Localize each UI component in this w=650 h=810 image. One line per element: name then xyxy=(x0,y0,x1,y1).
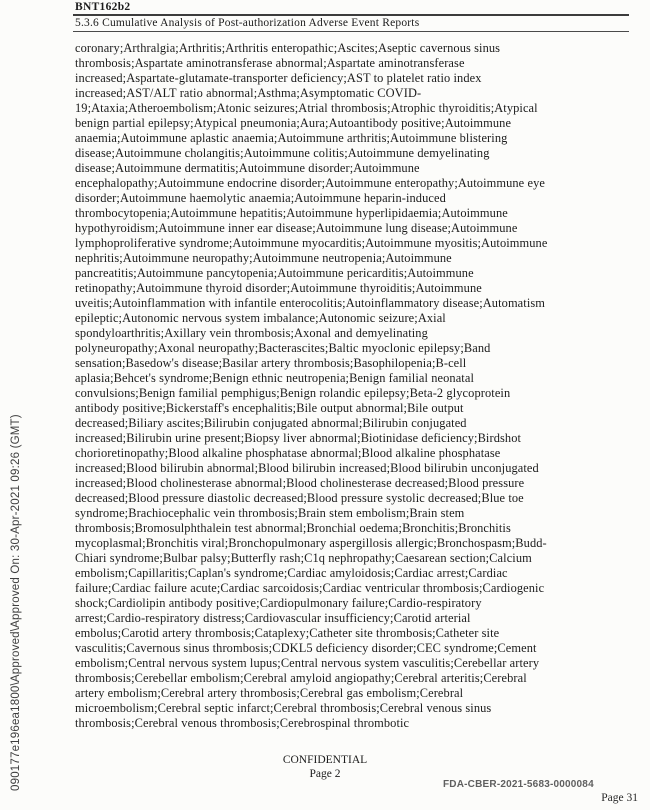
body-line: artery embolism;Cerebral artery thrombosis;Cerebral gas embolism;Cerebral xyxy=(75,686,464,700)
body-line: disease;Autoimmune cholangitis;Autoimmune colitis;Autoimmune demyelinating xyxy=(75,146,490,160)
body-line: lymphoproliferative syndrome;Autoimmune myocarditis;Autoimmune myositis;Autoimmune xyxy=(75,236,548,250)
body-line: increased;AST/ALT ratio abnormal;Asthma;Asymptomatic COVID- xyxy=(75,86,422,100)
confidential-label: CONFIDENTIAL xyxy=(282,754,368,766)
body-line: sensation;Basedow's disease;Basilar artery thrombosis;Basophilopenia;B-cell xyxy=(75,356,467,370)
body-line: microembolism;Cerebral septic infarct;Cerebral thrombosis;Cerebral venous sinus xyxy=(75,701,492,715)
page-footer xyxy=(0,753,650,781)
body-line: syndrome;Brachiocephalic vein thrombosis;Brain stem embolism;Brain stem xyxy=(75,506,465,520)
body-line: encephalopathy;Autoimmune endocrine disorder;Autoimmune enteropathy;Autoimmune eye xyxy=(75,176,545,190)
body-line: uveitis;Autoinflammation with infantile enterocolitis;Autoinflammatory disease;Automatism xyxy=(75,296,546,310)
body-line: decreased;Blood pressure diastolic decreased;Blood pressure systolic decreased;Blue toe xyxy=(75,491,524,505)
corner-page-number: Page 31 xyxy=(601,792,638,804)
adverse-events-list-text xyxy=(75,41,635,731)
approval-watermark: 090177e196ea1800\Approved\Approved On: 30-Apr-2021 09:26 (GMT) xyxy=(10,414,22,791)
body-line: retinopathy;Autoimmune thyroid disorder;Autoimmune thyroiditis;Autoimmune xyxy=(75,281,482,295)
body-line: pancreatitis;Autoimmune pancytopenia;Autoimmune pericarditis;Autoimmune xyxy=(75,266,474,280)
body-line: Chiari syndrome;Bulbar palsy;Butterfly rash;C1q nephropathy;Caesarean section;Calcium xyxy=(75,551,532,565)
section-title: 5.3.6 Cumulative Analysis of Post-authorization Adverse Event Reports xyxy=(73,16,629,32)
body-line: convulsions;Benign familial pemphigus;Benign rolandic epilepsy;Beta-2 glycoprotein xyxy=(75,386,511,400)
body-line: arrest;Cardio-respiratory distress;Cardiovascular insufficiency;Carotid arterial xyxy=(75,611,471,625)
body-line: nephritis;Autoimmune neuropathy;Autoimmune neutropenia;Autoimmune xyxy=(75,251,452,265)
body-line: 19;Ataxia;Atheroembolism;Atonic seizures;Atrial thrombosis;Atrophic thyroiditis;Atypical xyxy=(75,101,538,115)
body-line: spondyloarthritis;Axillary vein thrombosis;Axonal and demyelinating xyxy=(75,326,428,340)
body-line: decreased;Biliary ascites;Bilirubin conjugated abnormal;Bilirubin conjugated xyxy=(75,416,467,430)
page-number: Page 2 xyxy=(309,768,341,780)
body-line: thrombosis;Bromosulphthalein test abnormal;Bronchial oedema;Bronchitis;Bronchitis xyxy=(75,521,511,535)
body-line: increased;Blood cholinesterase abnormal;Blood cholinesterase decreased;Blood pressure xyxy=(75,476,525,490)
body-line: disorder;Autoimmune haemolytic anaemia;Autoimmune heparin-induced xyxy=(75,191,446,205)
body-line: disease;Autoimmune dermatitis;Autoimmune disorder;Autoimmune xyxy=(75,161,420,175)
body-line: epileptic;Autonomic nervous system imbalance;Autonomic seizure;Axial xyxy=(75,311,446,325)
body-line: hypothyroidism;Autoimmune inner ear disease;Autoimmune lung disease;Autoimmune xyxy=(75,221,518,235)
body-line: embolus;Carotid artery thrombosis;Cataplexy;Catheter site thrombosis;Catheter site xyxy=(75,626,500,640)
body-line: increased;Bilirubin urine present;Biopsy liver abnormal;Biotinidase deficiency;Birdshot xyxy=(75,431,522,445)
body-line: polyneuropathy;Axonal neuropathy;Bacterascites;Baltic myoclonic epilepsy;Band xyxy=(75,341,491,355)
page-header xyxy=(73,1,629,32)
body-line: mycoplasmal;Bronchitis viral;Bronchopulmonary aspergillosis allergic;Bronchospasm;Budd- xyxy=(75,536,547,550)
body-line: increased;Blood bilirubin abnormal;Blood bilirubin increased;Blood bilirubin unconjugated xyxy=(75,461,539,475)
body-line: chorioretinopathy;Blood alkaline phosphatase abnormal;Blood alkaline phosphatase xyxy=(75,446,501,460)
body-line: shock;Cardiolipin antibody positive;Cardiopulmonary failure;Cardio-respiratory xyxy=(75,596,482,610)
body-line: coronary;Arthralgia;Arthritis;Arthritis enteropathic;Ascites;Aseptic cavernous sinus xyxy=(75,41,501,55)
body-line: failure;Cardiac failure acute;Cardiac sarcoidosis;Cardiac ventricular thrombosis;Cardiogenic xyxy=(75,581,545,595)
body-line: antibody positive;Bickerstaff's encephalitis;Bile output abnormal;Bile output xyxy=(75,401,464,415)
body-line: aplasia;Behcet's syndrome;Benign ethnic neutropenia;Benign familial neonatal xyxy=(75,371,474,385)
body-line: embolism;Central nervous system lupus;Central nervous system vasculitis;Cerebellar artery xyxy=(75,656,540,670)
body-line: increased;Aspartate-glutamate-transporter deficiency;AST to platelet ratio index xyxy=(75,71,482,85)
body-line: thrombosis;Aspartate aminotransferase abnormal;Aspartate aminotransferase xyxy=(75,56,465,70)
body-line: anaemia;Autoimmune aplastic anaemia;Autoimmune arthritis;Autoimmune blistering xyxy=(75,131,508,145)
body-line: thrombocytopenia;Autoimmune hepatitis;Autoimmune hyperlipidaemia;Autoimmune xyxy=(75,206,508,220)
document-id: BNT162b2 xyxy=(73,1,629,16)
body-line: embolism;Capillaritis;Caplan's syndrome;Cardiac amyloidosis;Cardiac arrest;Cardiac xyxy=(75,566,508,580)
body-line: benign partial epilepsy;Atypical pneumonia;Aura;Autoantibody positive;Autoimmune xyxy=(75,116,512,130)
body-line: thrombosis;Cerebellar embolism;Cerebral amyloid angiopathy;Cerebral arteritis;Cerebral xyxy=(75,671,527,685)
body-line: vasculitis;Cavernous sinus thrombosis;CDKL5 deficiency disorder;CEC syndrome;Cement xyxy=(75,641,537,655)
body-line: thrombosis;Cerebral venous thrombosis;Cerebrospinal thrombotic xyxy=(75,716,410,730)
fda-document-number: FDA-CBER-2021-5683-0000084 xyxy=(443,779,594,790)
